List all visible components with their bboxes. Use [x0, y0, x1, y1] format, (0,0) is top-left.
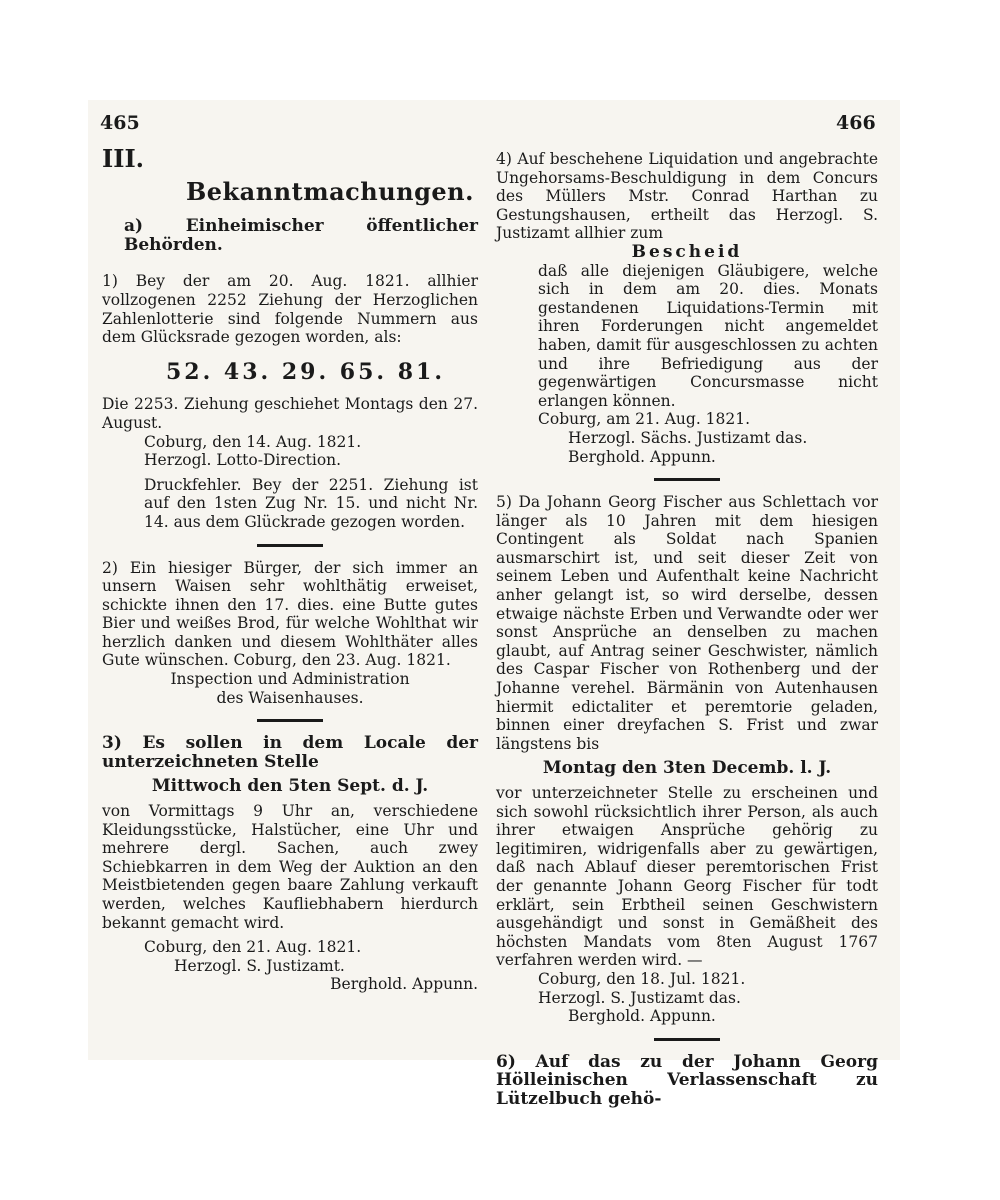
item4-heading: Bescheid: [631, 241, 743, 262]
item3-intro: 3) Es sollen in dem Locale der unterzeichneten Stelle: [102, 733, 478, 772]
subsection-heading: a) Einheimischer öffentlicher Behörden.: [124, 216, 478, 255]
item5-text: 5) Da Johann Georg Fischer aus Schlettach vor länger als 10 Jahren mit dem hiesigen Contingent als Soldat nach Spanien ausmarschirt ist, und seit dieser Zeit von seinem Leben und Aufenthalt keine Nachricht anher gelangt ist, so wird derselbe, dessen etwaige nächste Erben und Verwandte oder wer sonst Ansprüche an denselben zu machen glaubt, auf Antrag seiner Geschwister, nämlich des Caspar Fischer von Rothenberg und der Johanne verehel. Bärmänin von Autenhausen hiermit edictaliter et peremtorie geladen, binnen einer dreyfachen S. Frist und zwar längstens bis: [496, 493, 878, 753]
item2-authority-line2: des Waisenhauses.: [216, 688, 364, 707]
item4-intro: 4) Auf beschehene Liquidation und angebrachte Ungehorsams-Beschuldigung in dem Concurs des Müllers Mstr. Conrad Harthan zu Gestungshausen, ertheilt das Herzogl. S. Justizamt allhier zum: [496, 150, 878, 243]
item2-text: 2) Ein hiesiger Bürger, der sich immer an unsern Waisen sehr wohlthätig erweiset, schickte ihnen den 17. dies. eine Butte gutes Bier und weißes Brod, für welche Wohlthat wir herzlich danken und diesem Wohlthäter alles Gute wünschen. Coburg, den 23. Aug. 1821.: [102, 558, 478, 670]
item1-next-draw: Die 2253. Ziehung geschiehet Montags den 27. August.: [102, 395, 478, 432]
item6-text: 6) Auf das zu der Johann Georg Hölleinischen Verlassenschaft zu Lützelbuch gehö-: [496, 1051, 878, 1109]
item3-authority: Herzogl. S. Justizamt.: [174, 956, 345, 975]
item5-text2: vor unterzeichneter Stelle zu erscheinen und sich sowohl rücksichtlich ihrer Person, als auch ihrer etwaigen Ansprüche gehörig zu legitimiren, widrigenfalls aber zu gewärtigen, daß nach Ablauf dieser peremtorischen Frist der genannte Johann Georg Fischer für todt erklärt, sein Erbtheil seinen Geschwistern ausgehändigt und sonst in Gemäßheit des höchsten Mandats vom 8ten August 1767 verfahren werden wird. —: [496, 784, 878, 970]
item3-signatures: Berghold. Appunn.: [330, 975, 478, 994]
item4-signatures: Berghold. Appunn.: [568, 447, 716, 466]
divider: [654, 1038, 720, 1041]
item1-authority: Herzogl. Lotto-Direction.: [144, 451, 342, 470]
item3-date-line: Mittwoch den 5ten Sept. d. J.: [151, 776, 429, 797]
item4-authority: Herzogl. Sächs. Justizamt das.: [568, 428, 808, 447]
item3-place-date: Coburg, den 21. Aug. 1821.: [144, 938, 362, 957]
page-number-left: 465: [100, 112, 140, 134]
page-number-right: 466: [836, 112, 876, 134]
item5-date-line: Montag den 3ten Decemb. l. J.: [542, 758, 832, 779]
item2-authority-line1: Inspection und Administration: [170, 670, 410, 689]
left-column: [102, 140, 478, 994]
item1-text: 1) Bey der am 20. Aug. 1821. allhier vollzogenen 2252 Ziehung der Herzoglichen Zahlenlotterie sind folgende Nummern aus dem Glücksrade gezogen worden, als:: [102, 272, 478, 347]
item4-place-date: Coburg, am 21. Aug. 1821.: [538, 410, 751, 429]
item4-text: daß alle diejenigen Gläubigere, welche sich in dem am 20. dies. Monats gestandenen Liquidations-Termin mit ihren Forderungen nicht angemeldet haben, damit für ausgeschlossen zu achten und ihre Befriedigung aus der gegenwärtigen Concursmasse nicht erlangen können.: [538, 261, 878, 410]
item5-authority: Herzogl. S. Justizamt das.: [538, 988, 741, 1007]
right-column: [496, 150, 878, 1109]
section-title: Bekanntmachungen.: [186, 176, 474, 206]
item1-erratum: Druckfehler. Bey der 2251. Ziehung ist auf den 1sten Zug Nr. 15. und nicht Nr. 14. aus dem Glückrade gezogen worden.: [144, 475, 478, 531]
item5-signatures: Berghold. Appunn.: [568, 1007, 716, 1026]
divider: [257, 544, 323, 547]
item3-text: von Vormittags 9 Uhr an, verschiedene Kleidungsstücke, Halstücher, eine Uhr und mehrere dergl. Sachen, auch zwey Schiebkarren in dem Weg der Auktion an den Meistbietenden gegen baare Zahlung verkauft werden, welches Kaufliebhabern hierdurch bekannt gemacht wird.: [102, 802, 478, 932]
item5-place-date: Coburg, den 18. Jul. 1821.: [538, 969, 746, 988]
item1-place-date: Coburg, den 14. Aug. 1821.: [144, 432, 362, 451]
divider: [654, 478, 720, 481]
divider: [257, 719, 323, 722]
lottery-numbers: 52. 43. 29. 65. 81.: [166, 358, 446, 385]
section-number: III.: [102, 144, 145, 173]
